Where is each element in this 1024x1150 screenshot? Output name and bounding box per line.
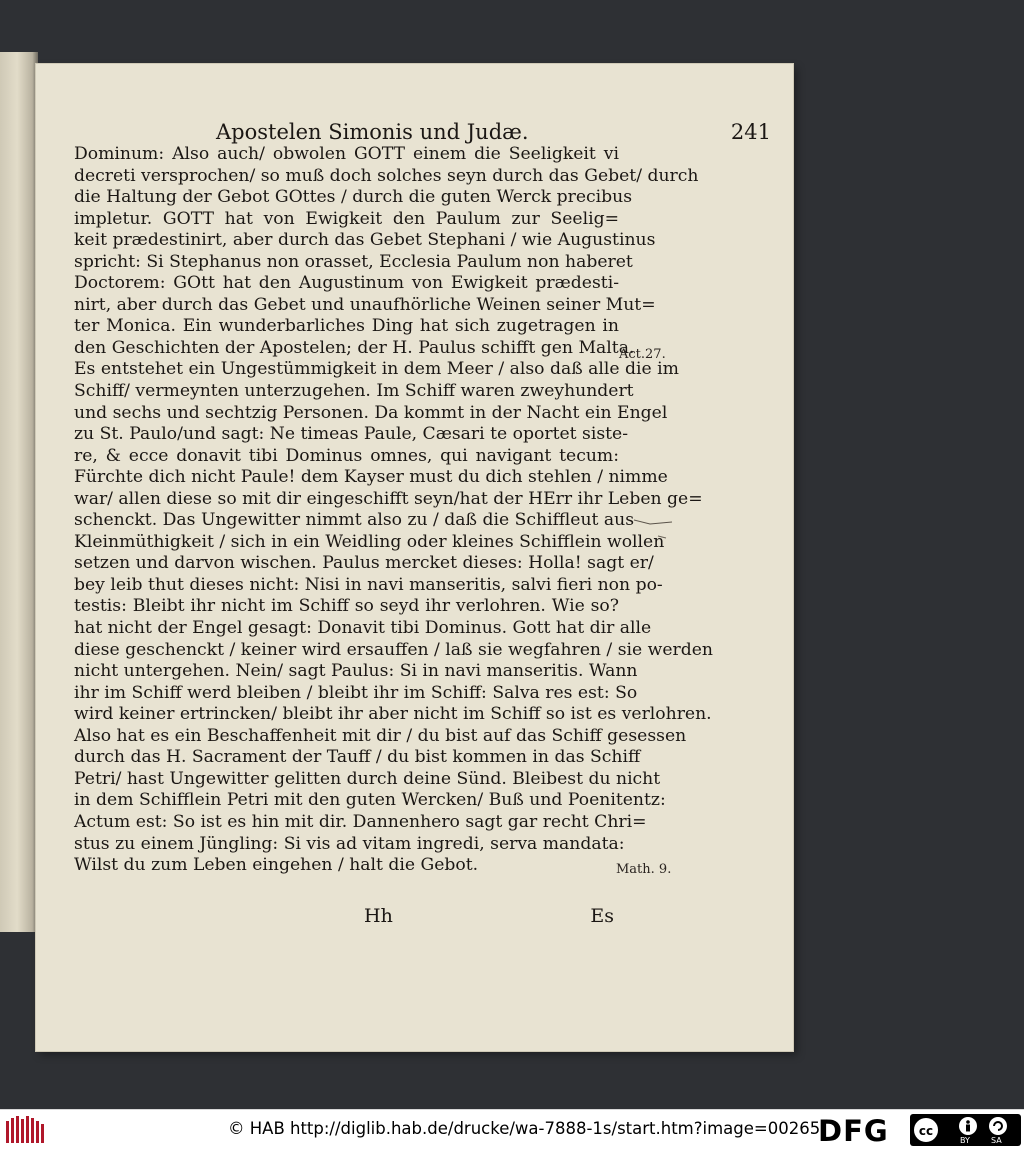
text-line: stus zu einem Jüngling: Si vis ad vitam ingredi, serva mandata: [74, 833, 625, 854]
text-line: schenckt. Das Ungewitter nimmt also zu / daß die Schiffleut aus [74, 510, 635, 531]
text-line: keit prædestinirt, aber durch das Gebet Stephani / wie Augustinus [74, 230, 656, 251]
dfg-logo: DFG [818, 1114, 889, 1148]
text-line: hat nicht der Engel gesagt: Donavit tibi Dominus. Gott hat dir alle [74, 618, 652, 639]
text-line: Es entstehet ein Ungestümmigkeit in dem Meer / also daß alle die im [74, 359, 679, 380]
text-line: ter Monica. Ein wunderbarliches Ding hat sich zugetragen in [74, 316, 619, 337]
left-page-edges [0, 52, 38, 932]
text-line: nirt, aber durch das Gebet und unaufhörliche Weinen seiner Mut= [74, 294, 656, 315]
text-line: Actum est: So ist es hin mit dir. Dannenhero sagt gar recht Chri= [74, 811, 647, 832]
margin-note-math: Math. 9. [616, 862, 672, 877]
margin-note-act: Act.27. [619, 347, 666, 362]
footer-bar [0, 1109, 1024, 1150]
text-line: bey leib thut dieses nicht: Nisi in navi manseritis, salvi fieri non po- [74, 574, 663, 595]
text-line: zu St. Paulo/und sagt: Ne timeas Paule, Cæsari te oportet siste- [74, 424, 629, 445]
text-line: ihr im Schiff werd bleiben / bleibt ihr im Schiff: Salva res est: So [74, 682, 638, 703]
text-line: Petri/ hast Ungewitter gelitten durch deine Sünd. Bleibest du nicht [74, 768, 661, 789]
text-line: Doctorem: GOtt hat den Augustinum von Ewigkeit prædesti- [74, 273, 619, 294]
text-line: Also hat es ein Beschaffenheit mit dir / du bist auf das Schiff gesessen [74, 725, 687, 746]
text-line: impletur. GOTT hat von Ewigkeit den Paulum zur Seelig= [74, 208, 619, 229]
text-line: testis: Bleibt ihr nicht im Schiff so seyd ihr verlohren. Wie so? [74, 596, 619, 617]
catchword: Es [590, 905, 614, 927]
text-line: diese geschenckt / keiner wird ersauffen / laß sie wegfahren / sie werden [74, 639, 713, 660]
signature-mark: Hh [364, 905, 393, 927]
footer-credit[interactable]: © HAB http://diglib.hab.de/drucke/wa-7888-1s/start.htm?image=00265 [228, 1119, 821, 1138]
text-line: Kleinmüthigkeit / sich in ein Weidling oder kleines Schifflein wollen [74, 531, 665, 552]
text-line: spricht: Si Stephanus non orasset, Ecclesia Paulum non haberet [74, 251, 633, 272]
text-line: wird keiner ertrincken/ bleibt ihr aber nicht im Schiff so ist es verlohren. [74, 704, 712, 725]
license-label-sa: SA [991, 1136, 1002, 1145]
text-line: in dem Schifflein Petri mit den guten Wercken/ Buß und Poenitentz: [74, 790, 666, 811]
text-line: Fürchte dich nicht Paule! dem Kayser must du dich stehlen / nimme [74, 467, 668, 488]
svg-text:cc: cc [918, 1124, 934, 1138]
margin-pen-mark [632, 514, 676, 544]
text-line: setzen und darvon wischen. Paulus mercket dieses: Holla! sagt er/ [74, 553, 654, 574]
text-line: die Haltung der Gebot GOttes / durch die guten Werck precibus [74, 187, 633, 208]
text-line: den Geschichten der Apostelen; der H. Paulus schifft gen Malta. [74, 337, 635, 358]
text-line: Schiff/ vermeynten unterzugehen. Im Schiff waren zweyhundert [74, 381, 634, 402]
signature-line [74, 899, 614, 929]
book-page [36, 64, 793, 1051]
text-line: Dominum: Also auch/ obwolen GOTT einem die Seeligkeit vi [74, 144, 619, 164]
text-line: re, & ecce donavit tibi Dominus omnes, qui navigant tecum: [74, 445, 619, 466]
page-number: 241 [730, 120, 771, 144]
text-line: nicht untergehen. Nein/ sagt Paulus: Si in navi manseritis. Wann [74, 661, 638, 682]
text-line: decreti versprochen/ so muß doch solches seyn durch das Gebet/ durch [74, 165, 699, 186]
text-line: und sechs und sechtzig Personen. Da kommt in der Nacht ein Engel [74, 402, 668, 423]
text-line: war/ allen diese so mit dir eingeschifft seyn/hat der HErr ihr Leben ge= [74, 488, 703, 509]
text-line: Wilst du zum Leben eingehen / halt die Gebot. [74, 855, 479, 876]
text-line: durch das H. Sacrament der Tauff / du bist kommen in das Schiff [74, 747, 641, 768]
running-head: Apostelen Simonis und Judæ. [216, 120, 529, 144]
hab-logo-icon [4, 1115, 48, 1145]
license-label-by: BY [960, 1136, 970, 1145]
cc-license-badge[interactable] [910, 1114, 1021, 1146]
